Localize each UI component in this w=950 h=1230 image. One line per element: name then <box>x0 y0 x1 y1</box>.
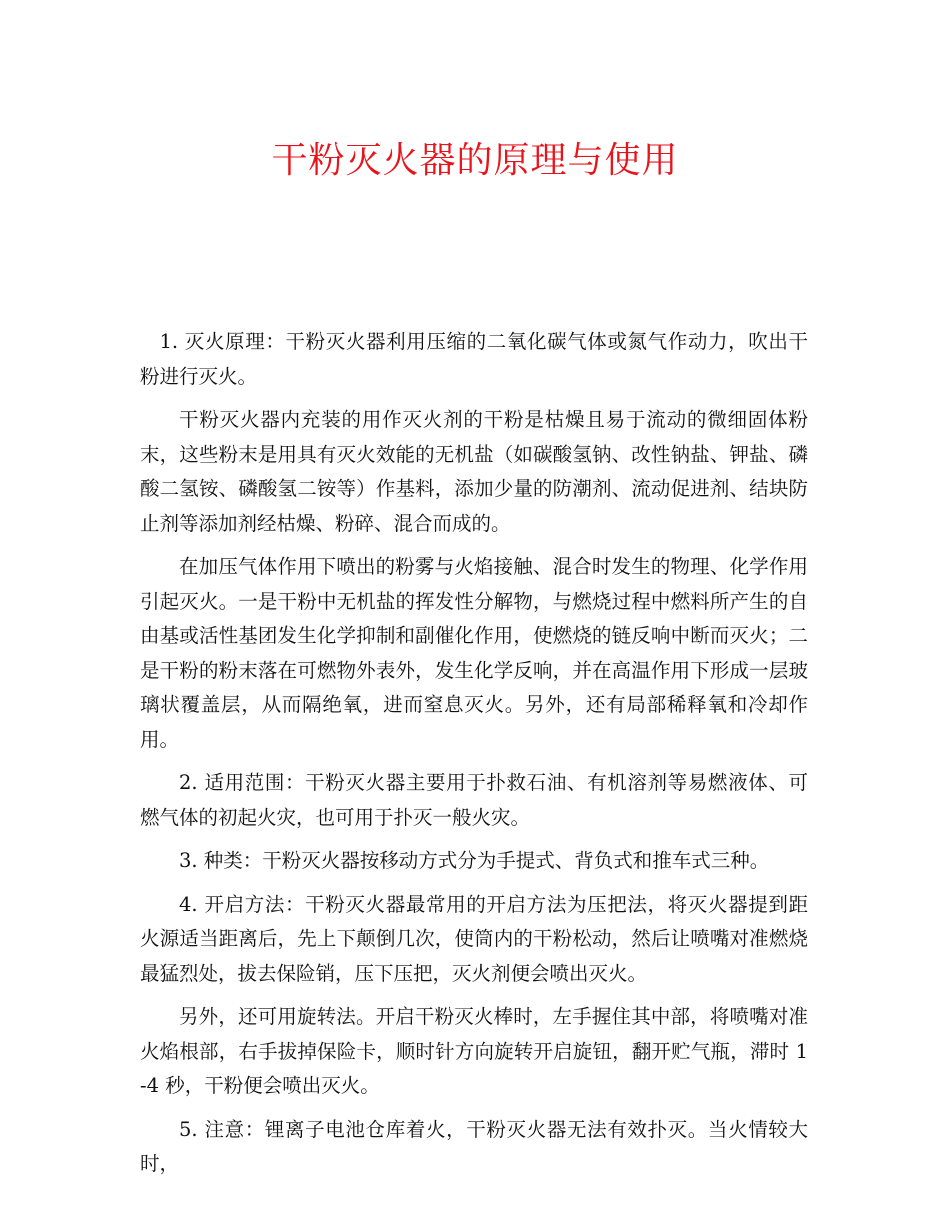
paragraph-extinguish-mechanism: 在加压气体作用下喷出的粉雾与火焰接触、混合时发生的物理、化学作用引起灭火。一是干粉中无机盐的挥发性分解物，与燃烧过程中燃料所产生的自由基或活性基团发生化学抑制和副催化作用，使燃烧的链反响中断而灭火；二是干粉的粉末落在可燃物外表外，发生化学反响，并在高温作用下形成一层玻璃状覆盖层，从而隔绝氧，进而窒息灭火。另外，还有局部稀释氧和冷却作用。 <box>140 555 808 751</box>
paragraph-opening-method: 4. 开启方法：干粉灭火器最常用的开启方法为压把法，将灭火器提到距火源适当距离后，先上下颠倒几次，使筒内的干粉松动，然后让喷嘴对准燃烧最猛烈处，拔去保险销，压下压把，灭火剂便会喷出灭火。 <box>140 892 808 985</box>
paragraph-rotation-method: 另外，还可用旋转法。开启干粉灭火棒时，左手握住其中部，将喷嘴对准火焰根部，右手拔掉保险卡，顺时针方向旋转开启旋钮，翻开贮气瓶，滞时 1-4 秒，干粉便会喷出灭火。 <box>140 1005 808 1097</box>
paragraph-powder-composition: 干粉灭火器内充装的用作灭火剂的干粉是枯燥且易于流动的微细固体粉末，这些粉末是用具有灭火效能的无机盐（如碳酸氢钠、改性钠盐、钾盐、磷酸二氢铵、磷酸氢二铵等）作基料，添加少量的防潮剂、流动促进剂、结块防止剂等添加剂经枯燥、粉碎、混合而成的。 <box>140 408 808 535</box>
paragraph-scope: 2. 适用范围：干粉灭火器主要用于扑救石油、有机溶剂等易燃液体、可燃气体的初起火灾，也可用于扑灭一般火灾。 <box>140 771 808 829</box>
paragraph-types: 3. 种类：干粉灭火器按移动方式分为手提式、背负式和推车式三种。 <box>179 849 770 872</box>
paragraph-principle: 1. 灭火原理：干粉灭火器利用压缩的二氧化碳气体或氮气作动力，吹出干粉进行灭火。 <box>140 330 808 388</box>
paragraph-caution: 5. 注意：锂离子电池仓库着火，干粉灭火器无法有效扑灭。当火情较大时， <box>140 1117 808 1175</box>
document-body <box>140 325 808 1191</box>
document-title: 干粉灭火器的原理与使用 <box>271 140 679 181</box>
